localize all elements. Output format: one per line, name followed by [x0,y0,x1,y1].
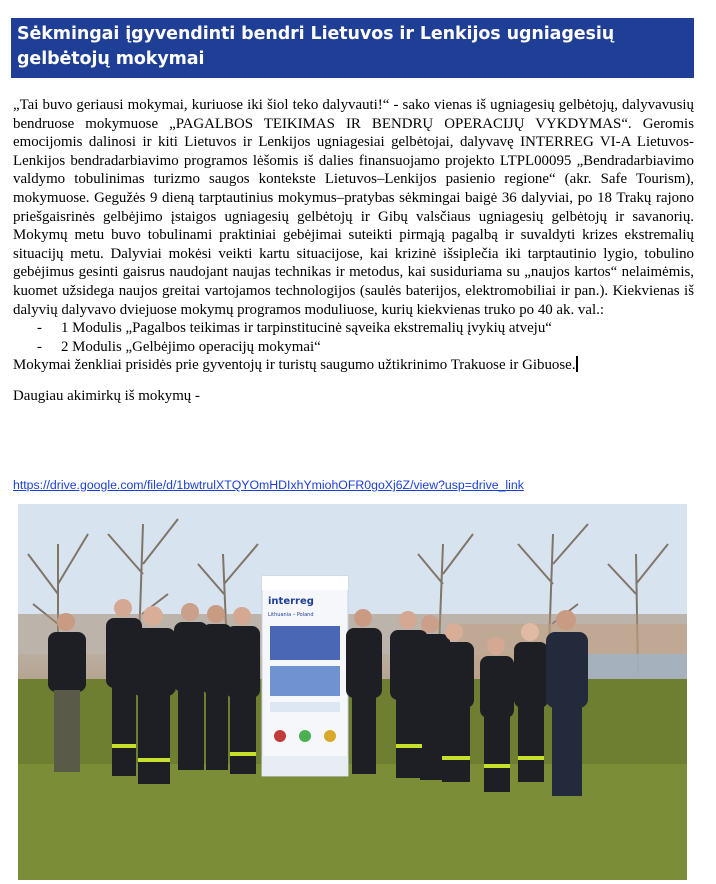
group-photo-illustration [18,504,687,880]
article-content [13,96,694,406]
banner-subtitle: Lithuania – Poland [268,612,314,618]
list-item [13,319,694,338]
module-1-text: 1 Modulis „Pagalbos teikimas ir tarpinstitucinė sąveika ekstremalių įvykių atveju“ [61,320,552,337]
text-cursor [576,356,578,372]
banner-logo: interreg [268,596,314,607]
group-photo [18,504,687,880]
module-list [13,319,694,356]
module-2-text: 2 Modulis „Gelbėjimo operacijų mokymai“ [61,338,321,355]
list-item [13,338,694,357]
closing-text: Mokymai ženkliai prisidės prie gyventojų ir turistų saugumo užtikrinimo Trakuose ir Gibuose. [13,357,576,374]
list-bullet: - [37,338,42,355]
article-title-bar [11,18,694,78]
article-title: Sėkmingai įgyvendinti bendri Lietuvos ir Lenkijos ugniagesių gelbėtojų mokymai [17,24,615,69]
closing-paragraph [13,356,694,375]
more-photos-label: Daugiau akimirkų iš mokymų - [13,387,200,404]
article-body: „Tai buvo geriausi mokymai, kuriuose iki šiol teko dalyvauti!“ - sako vienas iš ugniagesių gelbėtojų, dalyvavusių bendruose mokymuose „PAGALBOS TEIKIMAS IR BENDRŲ OPERACIJŲ VYKDYMAS“. Geromis emocijomis dalinosi ir kiti Lietuvos ir Lenkijos ugniagesiai gelbėtojai, dalyvavę INTERREG VI-A Lietuvos-Lenkijos bendradarbiavimo programos lėšomis iš dalies finansuojamo projekto LTPL00095 „Bendradarbiavimo valdymo tobulinimas turizmo saugos kontekste Lietuvos–Lenkijos pasienio regione“ (akr. Safe Tourism), mokymuose. Gegužės 9 dieną tarptautinius mokymus–pratybas sėkmingai baigė 36 dalyviai, po 18 Trakų rajono priešgaisrinės gelbėjimo įstaigos ugniagesių gelbėtojų ir Gibų valsčiaus ugniagesių gelbėtojų ir savanorių. Mokymų metu buvo tobulinami praktiniai gebėjimai suteikti pirmąją pagalbą ir suvaldyti krizes ekstremalių situacijų metu. Dalyviai mokėsi veikti kartu situacijose, kai krizinė išsiplečia iki tarptautinio lygio, tobulino gebėjimus gesinti gaisrus naudojant naujas technikas ir metodus, kai susiduriama su „naujos kartos“ nelaimėmis, kuomet užsidega naujos greitai vartojamos technologijos (saulės baterijos, elektromobiliai ir pan.). Kiekvienas iš dalyvių dalyvavo dviejuose mokymų programos moduliuose, kurių kiekvienas truko po 40 ak. val.: [13,97,694,318]
list-bullet: - [37,320,42,337]
drive-link[interactable]: https://drive.google.com/file/d/1bwtrulXTQYOmHDIxhYmiohOFR0goXj6Z/view?usp=drive_link [13,478,524,492]
